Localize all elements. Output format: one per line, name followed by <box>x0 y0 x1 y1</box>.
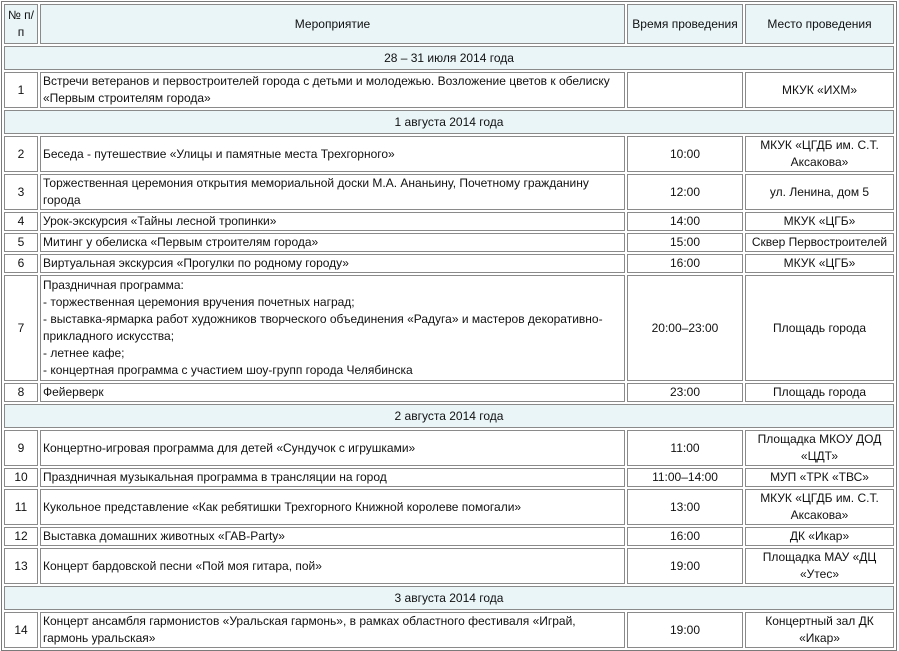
table-row <box>4 468 894 487</box>
row-time: 19:00 <box>627 612 743 648</box>
row-place: ул. Ленина, дом 5 <box>745 174 894 210</box>
row-num: 8 <box>4 383 38 402</box>
row-num: 13 <box>4 548 38 584</box>
row-event: Беседа - путешествие «Улицы и памятные места Трехгорного» <box>40 136 625 172</box>
header-event: Мероприятие <box>40 4 625 44</box>
header-time: Время проведения <box>627 4 743 44</box>
header-num: № п/п <box>4 4 38 44</box>
row-place: МКУК «ЦГДБ им. С.Т. Аксакова» <box>745 136 894 172</box>
row-event: Урок-экскурсия «Тайны лесной тропинки» <box>40 212 625 231</box>
row-time <box>627 72 743 108</box>
program-line: - концертная программа с участием шоу-групп города Челябинска <box>43 363 413 377</box>
table-row <box>4 174 894 210</box>
section-date: 3 августа 2014 года <box>4 586 894 610</box>
table-row <box>4 72 894 108</box>
table-row <box>4 233 894 252</box>
row-time: 11:00–14:00 <box>627 468 743 487</box>
row-event: Кукольное представление «Как ребятишки Трехгорного Книжной королеве помогали» <box>40 489 625 525</box>
row-place: Площадь города <box>745 275 894 381</box>
table-row <box>4 430 894 466</box>
row-time: 12:00 <box>627 174 743 210</box>
row-num: 1 <box>4 72 38 108</box>
header-place: Место проведения <box>745 4 894 44</box>
section-date: 2 августа 2014 года <box>4 404 894 428</box>
row-num: 5 <box>4 233 38 252</box>
schedule-table <box>1 1 897 651</box>
row-num: 12 <box>4 527 38 546</box>
row-place: Сквер Первостроителей <box>745 233 894 252</box>
row-place: МКУК «ЦГДБ им. С.Т. Аксакова» <box>745 489 894 525</box>
row-num: 4 <box>4 212 38 231</box>
row-event: Праздничная музыкальная программа в трансляции на город <box>40 468 625 487</box>
row-event: Митинг у обелиска «Первым строителям города» <box>40 233 625 252</box>
table-row <box>4 612 894 648</box>
row-place: Площадка МКОУ ДОД «ЦДТ» <box>745 430 894 466</box>
table-row <box>4 275 894 381</box>
row-time: 13:00 <box>627 489 743 525</box>
row-place: ДК «Икар» <box>745 527 894 546</box>
row-num: 3 <box>4 174 38 210</box>
row-event <box>40 275 625 381</box>
row-place: Концертный зал ДК «Икар» <box>745 612 894 648</box>
row-time: 16:00 <box>627 527 743 546</box>
row-event: Концерт ансамбля гармонистов «Уральская гармонь», в рамках областного фестиваля «Играй, гармонь уральская» <box>40 612 625 648</box>
program-line: Праздничная программа: <box>43 278 184 292</box>
row-event: Фейерверк <box>40 383 625 402</box>
row-num: 6 <box>4 254 38 273</box>
section-date: 28 – 31 июля 2014 года <box>4 46 894 70</box>
section-row <box>4 110 894 134</box>
row-place: МУП «ТРК «ТВС» <box>745 468 894 487</box>
row-time: 10:00 <box>627 136 743 172</box>
row-num: 2 <box>4 136 38 172</box>
program-line: - выставка-ярмарка работ художников творческого объединения «Радуга» и мастеров декоративно-прикладного искусства; <box>43 312 603 343</box>
row-place: Площадь города <box>745 383 894 402</box>
row-event: Торжественная церемония открытия мемориальной доски М.А. Ананьину, Почетному гражданину города <box>40 174 625 210</box>
section-row <box>4 586 894 610</box>
table-row <box>4 254 894 273</box>
table-row <box>4 136 894 172</box>
section-date: 1 августа 2014 года <box>4 110 894 134</box>
table-row <box>4 548 894 584</box>
row-num: 14 <box>4 612 38 648</box>
row-event: Выставка домашних животных «ГАВ-Party» <box>40 527 625 546</box>
section-row <box>4 404 894 428</box>
row-event: Концертно-игровая программа для детей «Сундучок с игрушками» <box>40 430 625 466</box>
row-num: 7 <box>4 275 38 381</box>
row-time: 19:00 <box>627 548 743 584</box>
row-num: 9 <box>4 430 38 466</box>
row-event: Концерт бардовской песни «Пой моя гитара, пой» <box>40 548 625 584</box>
row-num: 11 <box>4 489 38 525</box>
row-place: МКУК «ЦГБ» <box>745 254 894 273</box>
row-time: 15:00 <box>627 233 743 252</box>
table-row <box>4 212 894 231</box>
table-row <box>4 527 894 546</box>
header-row <box>4 4 894 44</box>
table-row <box>4 383 894 402</box>
row-event: Встречи ветеранов и первостроителей города с детьми и молодежью. Возложение цветов к обелиску «Первым строителям города» <box>40 72 625 108</box>
program-line: - торжественная церемония вручения почетных наград; <box>43 295 355 309</box>
program-line: - летнее кафе; <box>43 346 125 360</box>
row-time: 11:00 <box>627 430 743 466</box>
row-place: МКУК «ЦГБ» <box>745 212 894 231</box>
row-time: 20:00–23:00 <box>627 275 743 381</box>
row-time: 14:00 <box>627 212 743 231</box>
row-time: 16:00 <box>627 254 743 273</box>
table-row <box>4 489 894 525</box>
row-event: Виртуальная экскурсия «Прогулки по родному городу» <box>40 254 625 273</box>
row-num: 10 <box>4 468 38 487</box>
row-time: 23:00 <box>627 383 743 402</box>
row-place: Площадка МАУ «ДЦ «Утес» <box>745 548 894 584</box>
row-place: МКУК «ИХМ» <box>745 72 894 108</box>
section-row <box>4 46 894 70</box>
